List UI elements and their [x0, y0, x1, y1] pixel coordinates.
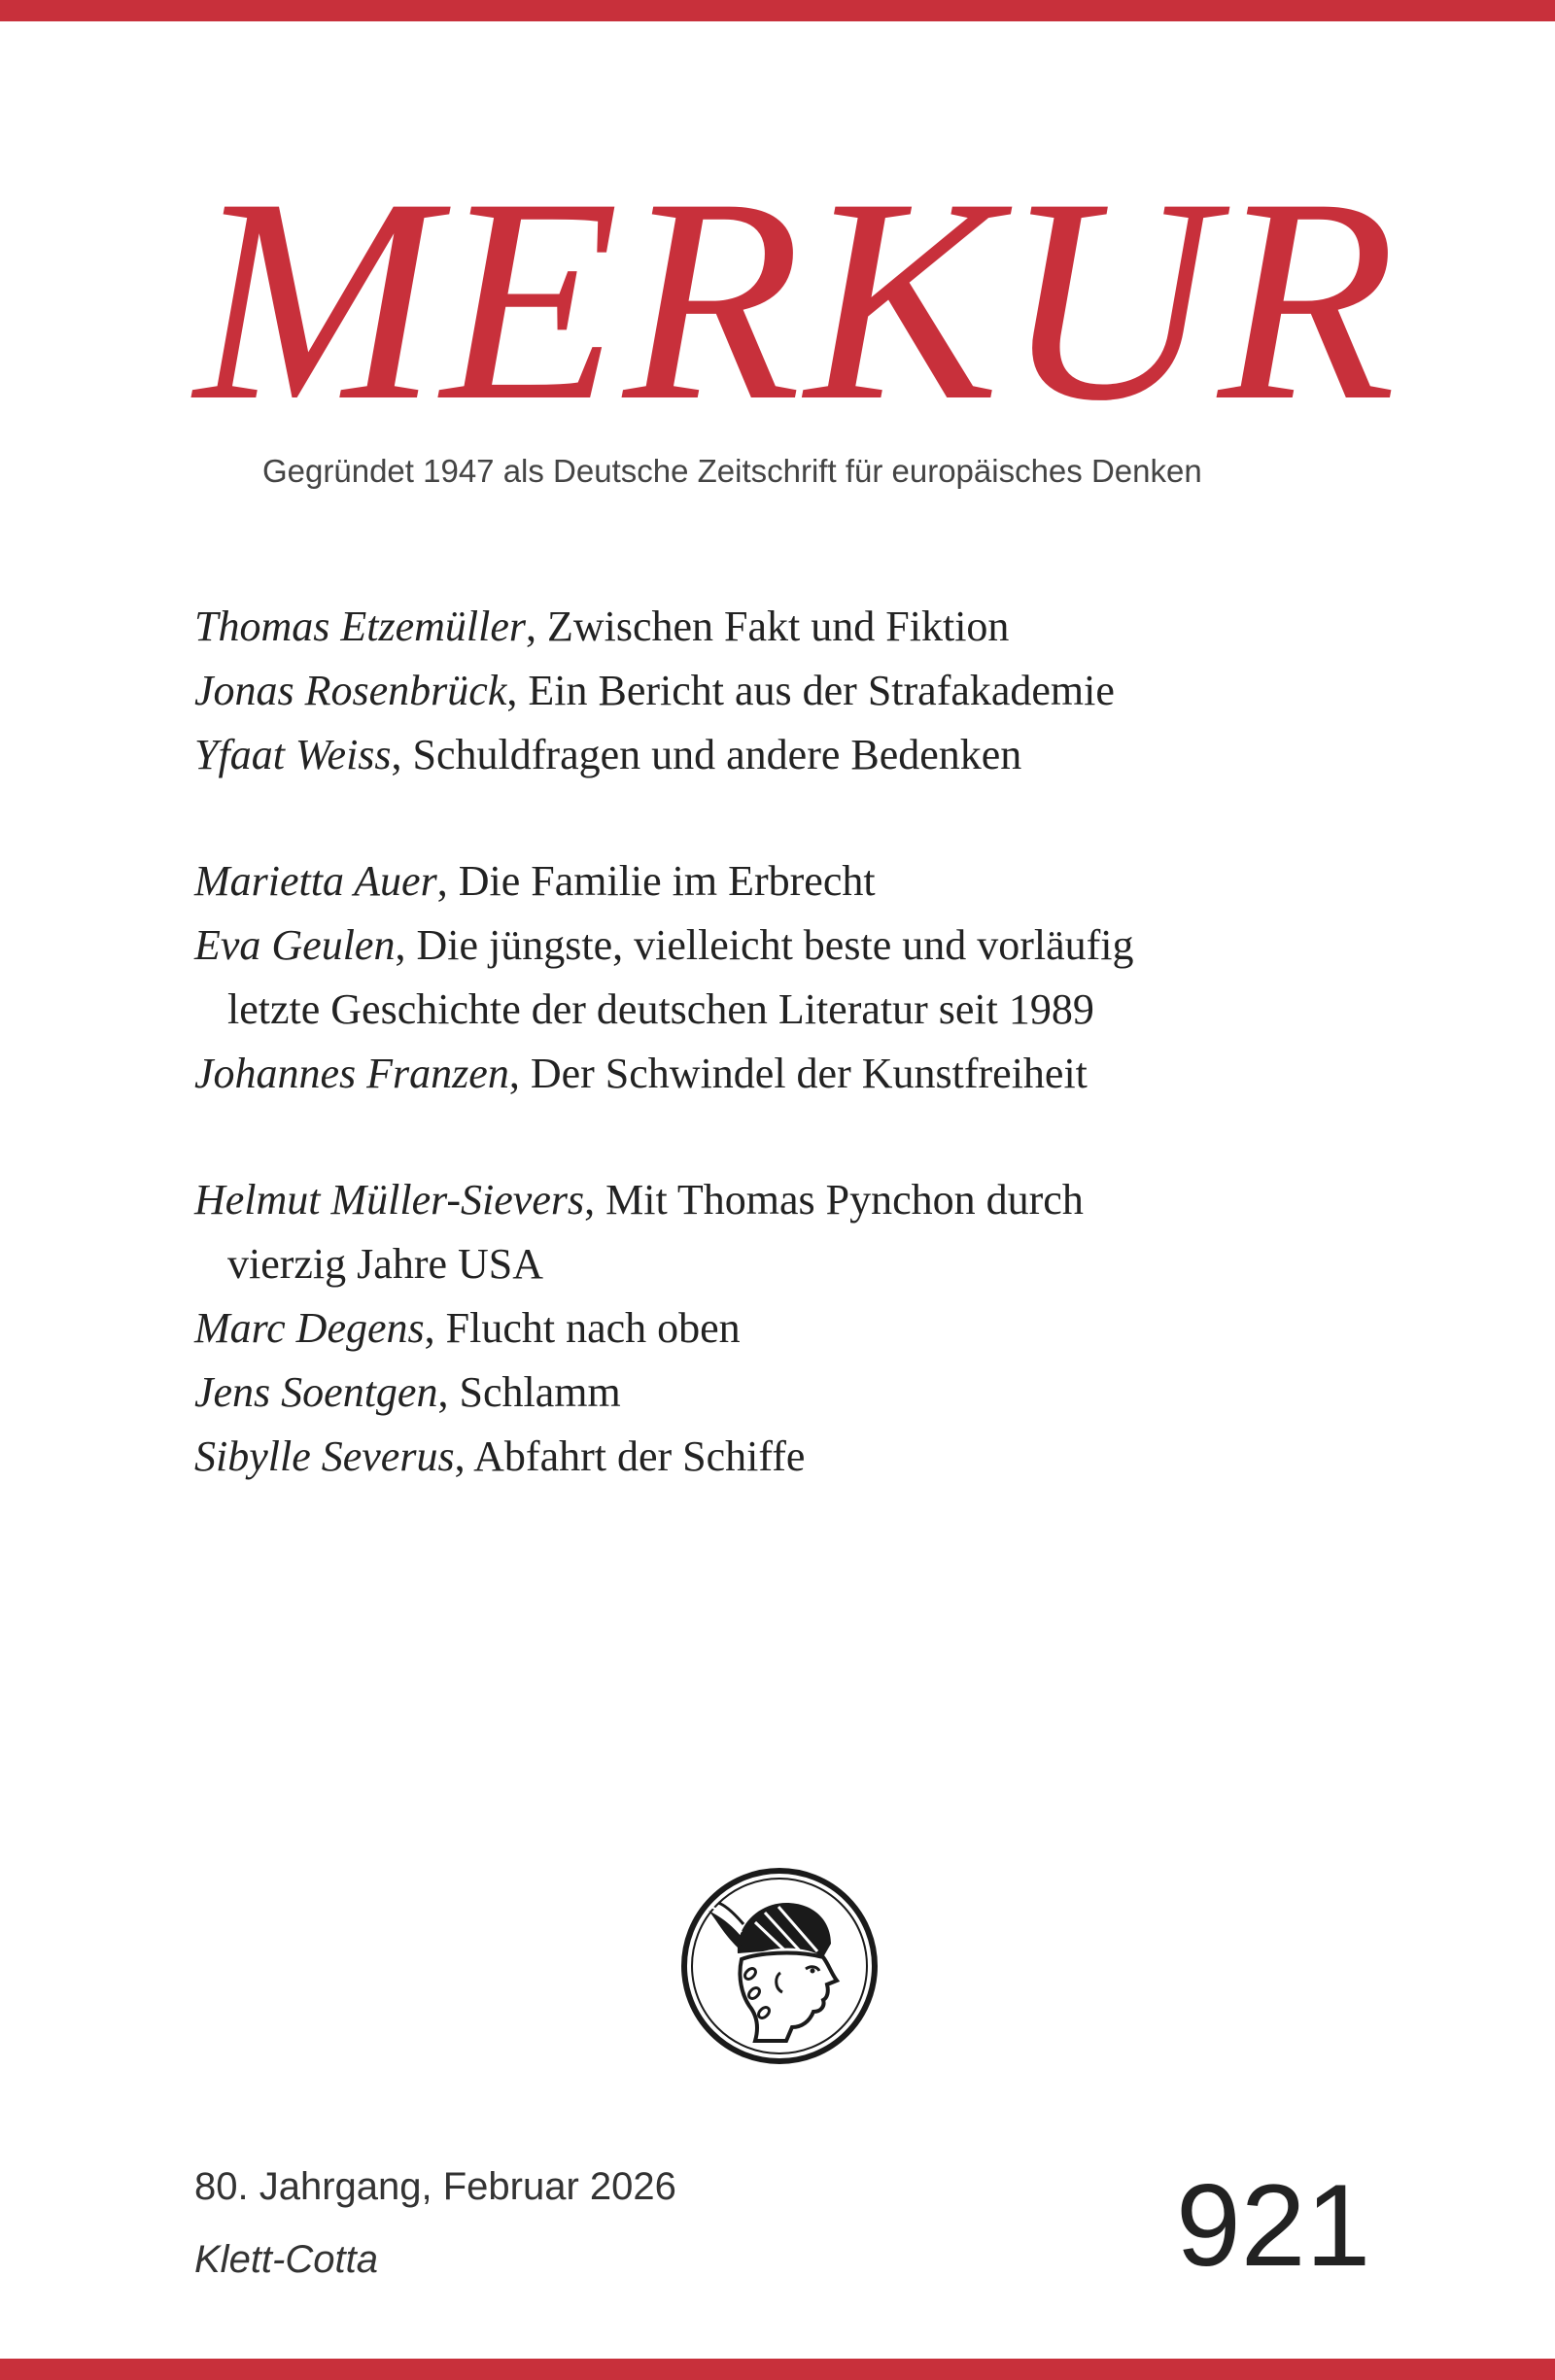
magazine-title: MERKUR: [194, 138, 1400, 461]
toc-author: Marc Degens: [194, 1304, 425, 1352]
toc-entry: Eva Geulen, Die jüngste, vielleicht beste und vorläufig: [194, 921, 1134, 969]
toc-title: Der Schwindel der Kunstfreiheit: [530, 1050, 1088, 1097]
toc-group-3: [194, 1168, 1361, 1489]
toc-title: Schuldfragen und andere Bedenken: [412, 731, 1022, 778]
toc-author: Johannes Franzen: [194, 1050, 509, 1097]
toc-entry: Yfaat Weiss, Schuldfragen und andere Bedenken: [194, 731, 1022, 778]
toc-entry: Johannes Franzen, Der Schwindel der Kunstfreiheit: [194, 1050, 1088, 1097]
volume-date: 80. Jahrgang, Februar 2026: [194, 2165, 676, 2208]
toc-title-continuation: vierzig Jahre USA: [227, 1240, 544, 1288]
toc-title-continuation: letzte Geschichte der deutschen Literatur seit 1989: [227, 985, 1094, 1033]
toc-entry-continuation: [194, 1232, 1361, 1296]
toc-title: Die Familie im Erbrecht: [458, 857, 876, 905]
toc-entry: Marc Degens, Flucht nach oben: [194, 1304, 741, 1352]
mercury-head-emblem-icon: [677, 1864, 881, 2068]
toc-entry: Sibylle Severus, Abfahrt der Schiffe: [194, 1432, 806, 1480]
toc-author: Jonas Rosenbrück: [194, 667, 507, 714]
magazine-tagline: Gegründet 1947 als Deutsche Zeitschrift für europäisches Denken: [262, 453, 1202, 489]
toc-group-2: [194, 849, 1361, 1106]
bottom-red-bar: [0, 2359, 1555, 2380]
toc-title: Die jüngste, vielleicht beste und vorläufig: [416, 921, 1134, 969]
toc-author: Helmut Müller-Sievers: [194, 1176, 585, 1224]
publisher-name: Klett-Cotta: [194, 2238, 378, 2281]
issue-number: 921: [1176, 2160, 1371, 2291]
toc-title: Ein Bericht aus der Strafakademie: [528, 667, 1115, 714]
toc-author: Jens Soentgen: [194, 1368, 438, 1416]
toc-entry-continuation: [194, 978, 1361, 1042]
toc-entry: Marietta Auer, Die Familie im Erbrecht: [194, 857, 876, 905]
toc-title: Abfahrt der Schiffe: [473, 1432, 806, 1480]
toc-title: Flucht nach oben: [445, 1304, 741, 1352]
toc-title: Mit Thomas Pynchon durch: [605, 1176, 1084, 1224]
toc-author: Marietta Auer: [194, 857, 437, 905]
table-of-contents: [194, 595, 1361, 1551]
toc-author: Thomas Etzemüller: [194, 603, 526, 650]
toc-entry: Thomas Etzemüller, Zwischen Fakt und Fiktion: [194, 603, 1010, 650]
toc-group-1: [194, 595, 1361, 787]
toc-entry: Jonas Rosenbrück, Ein Bericht aus der Strafakademie: [194, 667, 1115, 714]
toc-author: Sibylle Severus: [194, 1432, 455, 1480]
toc-title: Schlamm: [459, 1368, 621, 1416]
toc-entry: Helmut Müller-Sievers, Mit Thomas Pynchon durch: [194, 1176, 1084, 1224]
toc-entry: Jens Soentgen, Schlamm: [194, 1368, 621, 1416]
top-red-bar: [0, 0, 1555, 21]
toc-author: Yfaat Weiss: [194, 731, 392, 778]
toc-title: Zwischen Fakt und Fiktion: [547, 603, 1010, 650]
toc-author: Eva Geulen: [194, 921, 396, 969]
